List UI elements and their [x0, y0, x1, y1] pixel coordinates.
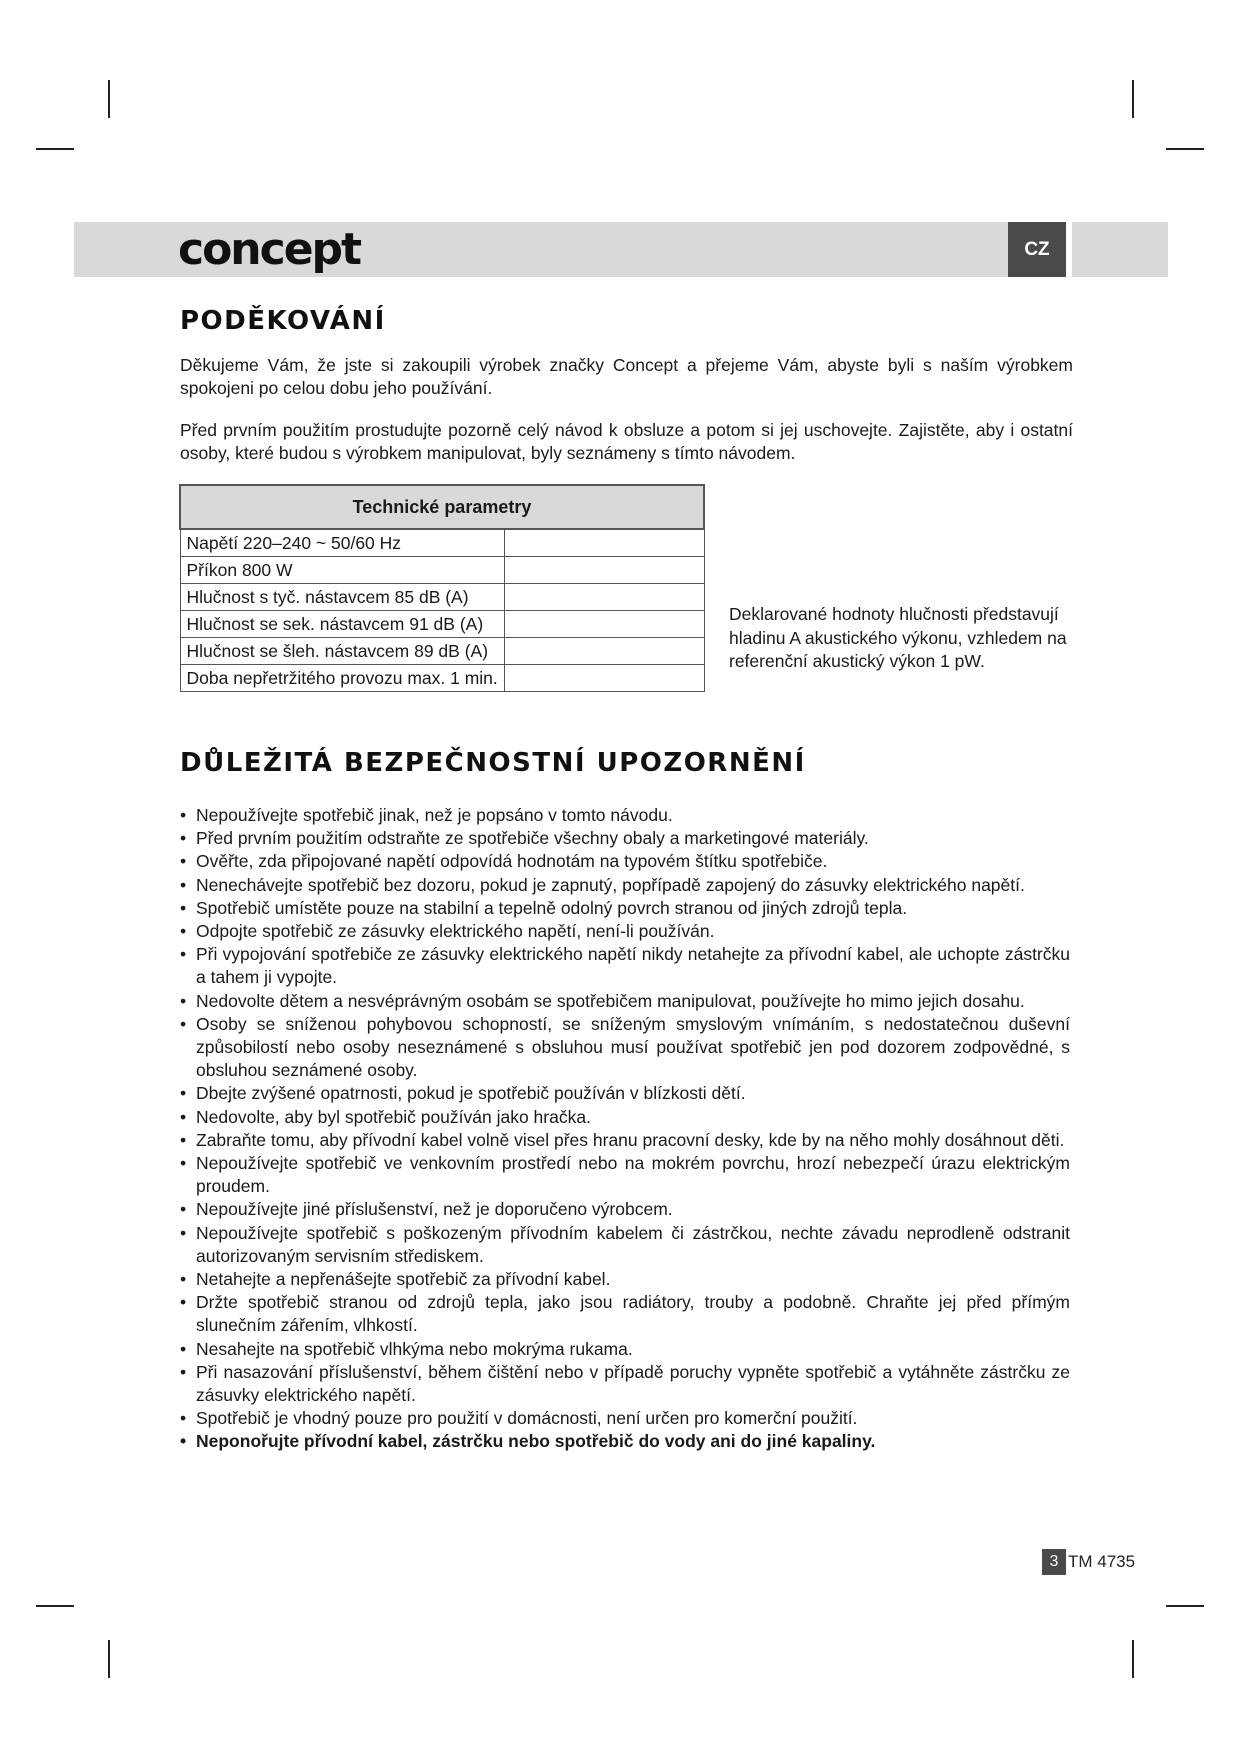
thanks-paragraph: Děkujeme Vám, že jste si zakoupili výrobek značky Concept a přejeme Vám, abyste byli s naším výrobkem spokojeni po celou dobu jeho používání. [180, 355, 1073, 398]
noise-note: Deklarované hodnoty hlučnosti představují hladinu A akustického výkonu, vzhledem na referenční akustický výkon 1 pW. [729, 604, 1067, 671]
spec-table-title: Technické parametry [180, 485, 704, 529]
spec-noise-chopper: Hlučnost se sek. nástavcem 91 dB (A) [180, 611, 504, 638]
spec-empty-cell [504, 529, 704, 557]
crop-mark [1166, 148, 1204, 150]
safety-item: • Držte spotřebič stranou od zdrojů tepla, jako jsou radiátory, trouby a podobně. Chraňte jej před přímým slunečním zářením, vlhkostí. [180, 1291, 1070, 1337]
safety-item: • Nepoužívejte spotřebič ve venkovním prostředí nebo na mokrém povrchu, hrozí nebezpečí úrazu elektrickým proudem. [180, 1152, 1070, 1198]
crop-mark [1132, 80, 1134, 118]
instructions-paragraph: Před prvním použitím prostudujte pozorně celý návod k obsluze a potom si jej uschovejte. Zajistěte, aby i ostatní osoby, které budou s výrobkem manipulovat, byly seznámeny s tímto návodem. [180, 420, 1073, 463]
spec-row [180, 665, 704, 692]
crop-mark [1166, 1605, 1204, 1607]
spec-empty-cell [504, 584, 704, 611]
safety-list [180, 804, 1070, 1454]
spec-empty-cell [504, 665, 704, 692]
crop-mark [108, 80, 110, 118]
safety-item: • Dbejte zvýšené opatrnosti, pokud je spotřebič používán v blízkosti dětí. [180, 1082, 1070, 1105]
safety-item: • Zabraňte tomu, aby přívodní kabel volně visel přes hranu pracovní desky, kde by na něho mohly dosáhnout děti. [180, 1129, 1070, 1152]
safety-item: • Ověřte, zda připojované napětí odpovídá hodnotám na typovém štítku spotřebiče. [180, 850, 1070, 873]
safety-item: • Odpojte spotřebič ze zásuvky elektrického napětí, není-li používán. [180, 920, 1070, 943]
safety-item: • Netahejte a nepřenášejte spotřebič za přívodní kabel. [180, 1268, 1070, 1291]
spec-empty-cell [504, 611, 704, 638]
spec-row [180, 638, 704, 665]
safety-item: • Nepoužívejte spotřebič jinak, než je popsáno v tomto návodu. [180, 804, 1070, 827]
header-divider [1066, 222, 1072, 277]
page-footer [1042, 1549, 1135, 1575]
spec-power: Příkon 800 W [180, 557, 504, 584]
safety-title: DŮLEŽITÁ BEZPEČNOSTNÍ UPOZORNĚNÍ [180, 748, 806, 778]
page-number: 3 [1042, 1549, 1066, 1575]
spec-empty-cell [504, 557, 704, 584]
spec-row [180, 611, 704, 638]
language-badge: CZ [1008, 222, 1066, 277]
safety-item: • Nedovolte, aby byl spotřebič používán jako hračka. [180, 1106, 1070, 1129]
safety-item: • Nenechávejte spotřebič bez dozoru, pokud je zapnutý, popřípadě zapojený do zásuvky elektrického napětí. [180, 874, 1070, 897]
safety-item: • Spotřebič je vhodný pouze pro použití v domácnosti, není určen pro komerční použití. [180, 1407, 1070, 1430]
header-bar [74, 222, 1168, 277]
spec-row [180, 529, 704, 557]
safety-item: • Spotřebič umístěte pouze na stabilní a tepelně odolný povrch stranou od jiných zdrojů tepla. [180, 897, 1070, 920]
crop-mark [36, 1605, 74, 1607]
brand-logo: concept [178, 224, 361, 275]
crop-mark [108, 1640, 110, 1678]
spec-noise-rod: Hlučnost s tyč. nástavcem 85 dB (A) [180, 584, 504, 611]
safety-item: • Před prvním použitím odstraňte ze spotřebiče všechny obaly a marketingové materiály. [180, 827, 1070, 850]
safety-item: • Nedovolte dětem a nesvéprávným osobám se spotřebičem manipulovat, používejte ho mimo jejich dosahu. [180, 990, 1070, 1013]
model-number: TM 4735 [1068, 1552, 1136, 1571]
spec-empty-cell [504, 638, 704, 665]
safety-item-warning: • Neponořujte přívodní kabel, zástrčku nebo spotřebič do vody ani do jiné kapaliny. [180, 1430, 1070, 1453]
spec-noise-whisk: Hlučnost se šleh. nástavcem 89 dB (A) [180, 638, 504, 665]
spec-voltage: Napětí 220–240 ~ 50/60 Hz [180, 529, 504, 557]
safety-item: • Nepoužívejte spotřebič s poškozeným přívodním kabelem či zástrčkou, nechte závadu neprodleně odstranit autorizovaným servisním střediskem. [180, 1222, 1070, 1268]
safety-item: • Při nasazování příslušenství, během čištění nebo v případě poruchy vypněte spotřebič a vytáhněte zástrčku ze zásuvky elektrického napětí. [180, 1361, 1070, 1407]
safety-item: • Při vypojování spotřebiče ze zásuvky elektrického napětí nikdy netahejte za přívodní kabel, ale uchopte zástrčku a tahem ji vypojte. [180, 943, 1070, 989]
crop-mark [1132, 1640, 1134, 1678]
spec-operation-time: Doba nepřetržitého provozu max. 1 min. [180, 665, 504, 692]
safety-item: • Osoby se sníženou pohybovou schopností, se sníženým smyslovým vnímáním, s nedostatečnou duševní způsobilostí nebo osoby neseznámené s obsluhou musí používat spotřebič jen pod dozorem zodpovědné, s obsluhou seznámené osoby. [180, 1013, 1070, 1083]
crop-mark [36, 148, 74, 150]
spec-row [180, 557, 704, 584]
spec-table [179, 484, 705, 692]
safety-item: • Nepoužívejte jiné příslušenství, než je doporučeno výrobcem. [180, 1198, 1070, 1221]
thanks-title: PODĚKOVÁNÍ [180, 306, 386, 336]
spec-row [180, 584, 704, 611]
safety-item: • Nesahejte na spotřebič vlhkýma nebo mokrýma rukama. [180, 1338, 1070, 1361]
